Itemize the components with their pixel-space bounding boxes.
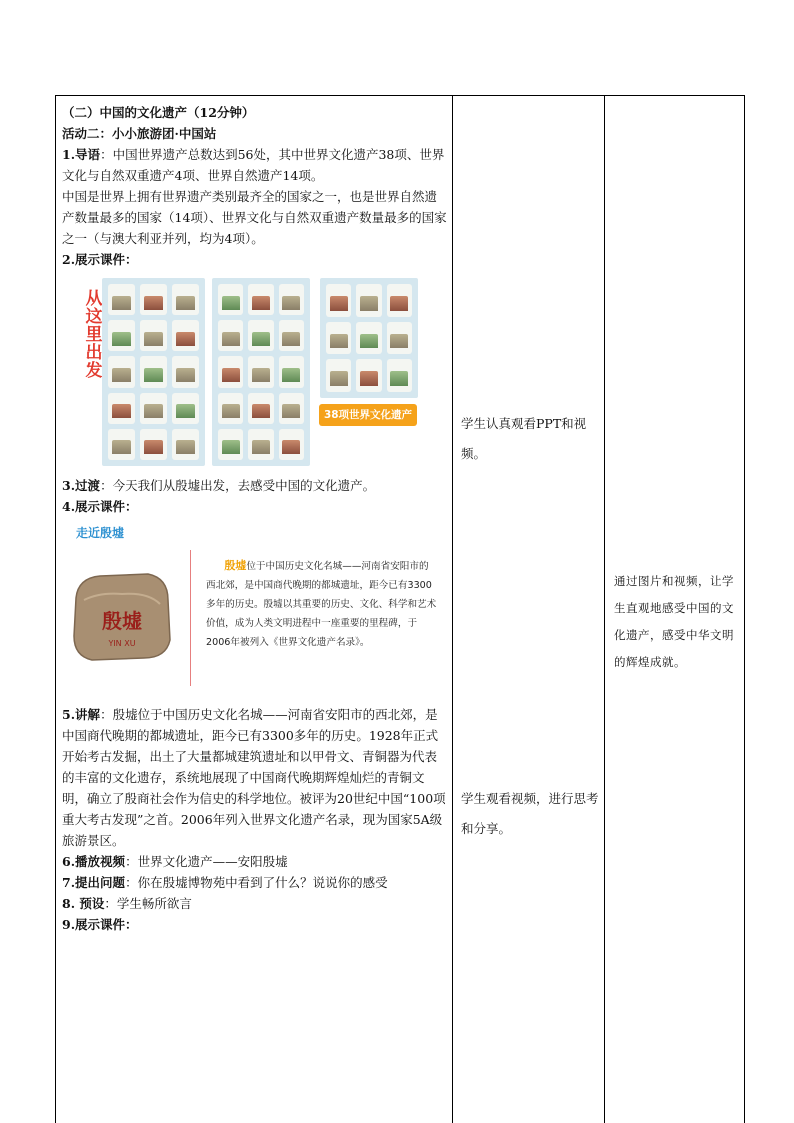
section-title: （二）中国的文化遗产（12分钟） (62, 105, 255, 120)
stone-pinyin: YIN XU (108, 639, 136, 648)
heritage-thumbnail (387, 322, 412, 355)
heritage-thumbnail (140, 320, 167, 351)
heritage-thumbnail (218, 320, 243, 351)
heritage-thumbnail (387, 284, 412, 317)
heritage-thumbnail (218, 284, 243, 315)
yinxu-description: 殷墟位于中国历史文化名城——河南省安阳市的西北郊，是中国商代晚期的都城遗址，距今已有3300多年的历史。殷墟以其重要的历史、文化、科学和艺术价值，成为人类文明进程中一座重要的里程碑，于2006年被列入《世界文化遗产名录》。 (206, 559, 437, 648)
teacher-activity-column (62, 102, 447, 935)
heritage-thumbnail (387, 359, 412, 392)
heritage-thumbnail (279, 320, 304, 351)
heritage-slide-2 (212, 278, 310, 466)
heritage-thumbnail (172, 356, 199, 387)
step-2-label: 2.展示课件： (62, 252, 138, 267)
step-4-label: 4.展示课件： (62, 499, 138, 514)
heritage-thumbnail (108, 356, 135, 387)
heritage-thumbnail (108, 429, 135, 460)
heritage-thumbnail (140, 284, 167, 315)
heritage-thumbnail (248, 284, 273, 315)
explanation-paragraph: 5.讲解：殷墟位于中国历史文化名城——河南省安阳市的西北郊，是中国商代晚期的都城遗址，距今已有3300多年的历史。1928年正式开始考古发掘，出土了大量都城建筑遗址和以甲骨文、青铜器为代表的丰富的文化遗存，系统地展现了中国商代晚期辉煌灿烂的青铜文明，确立了殷商社会作为信史的科学地位。被评为20世纪中国“100项重大考古发现”之首。2006年列入世界文化遗产名录，现为国家5A级旅游景区。 (62, 707, 446, 848)
heritage-thumbnail (108, 320, 135, 351)
heritage-thumbnail (108, 284, 135, 315)
stone-characters: 殷墟 (102, 609, 142, 633)
heritage-thumbnail (326, 322, 351, 355)
heritage-thumbnail (140, 356, 167, 387)
heritage-thumbnail (140, 429, 167, 460)
heritage-thumbnail (172, 429, 199, 460)
student-activity-1: 学生认真观看PPT和视频。 (461, 416, 587, 461)
heritage-thumbnail (326, 359, 351, 392)
design-intent: 通过图片和视频，让学生直观地感受中国的文化遗产，感受中华文明的辉煌成就。 (614, 574, 734, 669)
courseware-slide-yinxu (62, 523, 447, 698)
heritage-thumbnail (218, 429, 243, 460)
heritage-count-badge: 38项世界文化遗产 (319, 404, 417, 426)
transition-paragraph: 3.过渡：今天我们从殷墟出发，去感受中国的文化遗产。 (62, 478, 376, 493)
student-activity-2: 学生观看视频，进行思考和分享。 (461, 791, 599, 836)
heritage-thumbnail (279, 284, 304, 315)
question-paragraph: 7.提出问题：你在殷墟博物苑中看到了什么？说说你的感受 (62, 875, 388, 890)
start-here-label: 从这里出发 (85, 289, 103, 381)
heritage-thumbnail (326, 284, 351, 317)
activity-title: 活动二：小小旅游团·中国站 (62, 126, 217, 141)
heritage-thumbnail (172, 393, 199, 424)
heritage-thumbnail (356, 322, 381, 355)
intro-paragraph: 1.导语：中国世界遗产总数达到56处，其中世界文化遗产38项、世界文化与自然双重遗产4项、世界自然遗产14项。 (62, 147, 445, 183)
heritage-thumbnail (279, 393, 304, 424)
heritage-thumbnail (172, 320, 199, 351)
yinxu-section-title: 走近殷墟 (76, 526, 125, 540)
heritage-thumbnail (140, 393, 167, 424)
heritage-slide-1 (102, 278, 205, 466)
courseware-slides-heritage (62, 274, 447, 469)
divider-line (190, 550, 191, 686)
yinxu-stone-image (70, 570, 172, 662)
column-divider (604, 96, 605, 1123)
column-divider (452, 96, 453, 1123)
heritage-thumbnail (248, 429, 273, 460)
video-paragraph: 6.播放视频：世界文化遗产——安阳殷墟 (62, 854, 288, 869)
heritage-thumbnail (356, 284, 381, 317)
heritage-thumbnail (248, 393, 273, 424)
heritage-thumbnail (248, 320, 273, 351)
heritage-thumbnail (218, 393, 243, 424)
lesson-table (55, 95, 745, 1123)
intro-paragraph-2: 中国是世界上拥有世界遗产类别最齐全的国家之一，也是世界自然遗产数量最多的国家（14项）、世界文化与自然双重遗产数量最多的国家之一（与澳大利亚并列，均为4项）。 (62, 189, 447, 246)
heritage-slide-3 (320, 278, 418, 398)
heritage-thumbnail (356, 359, 381, 392)
heritage-thumbnail (279, 356, 304, 387)
heritage-thumbnail (218, 356, 243, 387)
heritage-thumbnail (108, 393, 135, 424)
heritage-thumbnail (279, 429, 304, 460)
preset-paragraph: 8. 预设：学生畅所欲言 (62, 896, 192, 911)
heritage-thumbnail (248, 356, 273, 387)
heritage-thumbnail (172, 284, 199, 315)
step-9-label: 9.展示课件： (62, 917, 138, 932)
